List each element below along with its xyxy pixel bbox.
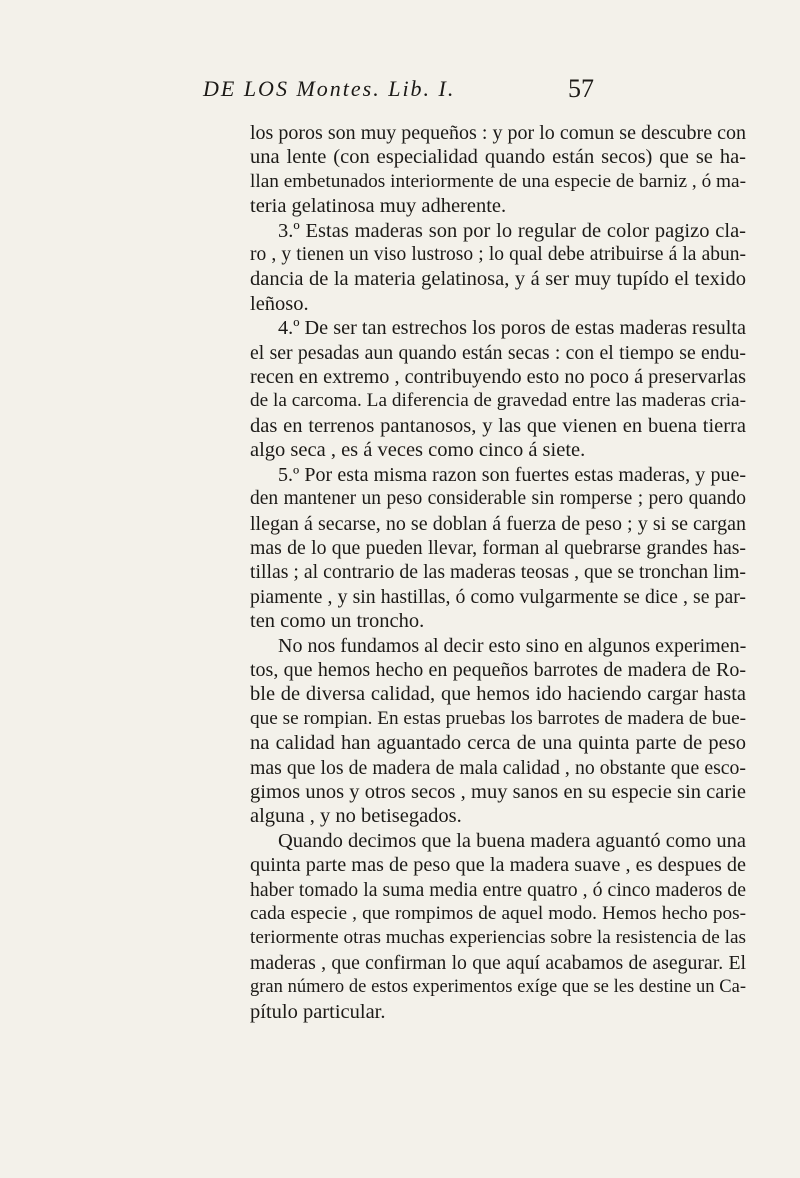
text-line: ble de diversa calidad, que hemos ido haciendo cargar hasta — [250, 683, 746, 706]
text-line: los poros son muy pequeños : y por lo comun se descubre con — [250, 122, 746, 144]
text-line: pítulo particular. — [250, 1000, 386, 1023]
text-line: tos, que hemos hecho en pequeños barrotes de madera de Ro- — [250, 658, 746, 681]
text-line: llegan á secarse, no se doblan á fuerza de peso ; y si se cargan — [250, 512, 746, 535]
text-line: mas que los de madera de mala calidad , no obstante que esco- — [250, 756, 746, 779]
text-line: mas de lo que pueden llevar, forman al quebrarse grandes has- — [250, 536, 746, 559]
text-line: recen en extremo , contribuyendo esto no poco á preservarlas — [250, 366, 746, 389]
text-line: teria gelatinosa muy adherente. — [250, 195, 507, 218]
text-line: llan embetunados interiormente de una especie de barniz , ó ma- — [250, 170, 746, 192]
body-text — [250, 121, 746, 1024]
text-line: ro , y tienen un viso lustroso ; lo qual debe atribuirse á la abun- — [250, 244, 746, 266]
text-line: teriormente otras muchas experiencias sobre la resistencia de las — [250, 927, 747, 949]
text-line: 5.º Por esta misma razon son fuertes estas maderas, y pue- — [278, 463, 746, 486]
text-line: 4.º De ser tan estrechos los poros de estas maderas resulta — [278, 317, 746, 340]
running-head — [203, 70, 623, 114]
text-line: quinta parte mas de peso que la madera suave , es despues de — [250, 854, 746, 877]
text-line: dancia de la materia gelatinosa, y á ser muy tupído el texido — [250, 268, 746, 291]
text-line: gimos unos y otros secos , muy sanos en su especie sin carie — [250, 780, 746, 803]
text-line: ten como un troncho. — [250, 610, 425, 633]
text-line: das en terrenos pantanosos, y las que vienen en buena tierra — [250, 414, 746, 437]
text-line: 3.º Estas maderas son por lo regular de color pagizo cla- — [278, 219, 746, 242]
text-line: haber tomado la suma media entre quatro , ó cinco maderos de — [250, 878, 746, 901]
text-line: el ser pesadas aun quando están secas : con el tiempo se endu- — [250, 341, 746, 364]
running-head-title: DE LOS Montes. Lib. I. — [203, 76, 456, 101]
text-line: na calidad han aguantado cerca de una quinta parte de peso — [250, 732, 746, 755]
text-line: que se rompian. En estas pruebas los barrotes de madera de bue- — [250, 707, 747, 729]
text-line: Quando decimos que la buena madera aguantó como una — [278, 829, 746, 852]
text-line: una lente (con especialidad quando están secos) que se ha- — [250, 146, 746, 169]
text-line: leñoso. — [250, 292, 309, 315]
page-number: 57 — [568, 74, 594, 103]
text-line: algo seca , es á veces como cinco á siete. — [250, 439, 586, 462]
text-line: piamente , y sin hastillas, ó como vulgarmente se dice , se par- — [250, 585, 746, 608]
text-line: No nos fundamos al decir esto sino en algunos experimen- — [278, 634, 747, 657]
text-line: gran número de estos experimentos exíge que se les destine un Ca- — [250, 977, 746, 998]
text-line: alguna , y no betisegados. — [250, 805, 462, 828]
text-line: maderas , que confirman lo que aquí acabamos de asegurar. El — [250, 951, 746, 974]
text-line: den mantener un peso considerable sin romperse ; pero quando — [250, 488, 746, 510]
text-line: cada especie , que rompimos de aquel modo. Hemos hecho pos- — [250, 903, 746, 924]
text-line: tillas ; al contrario de las maderas teosas , que se tronchan lim- — [250, 561, 746, 584]
text-line: de la carcoma. La diferencia de gravedad entre las maderas cria- — [250, 390, 746, 412]
